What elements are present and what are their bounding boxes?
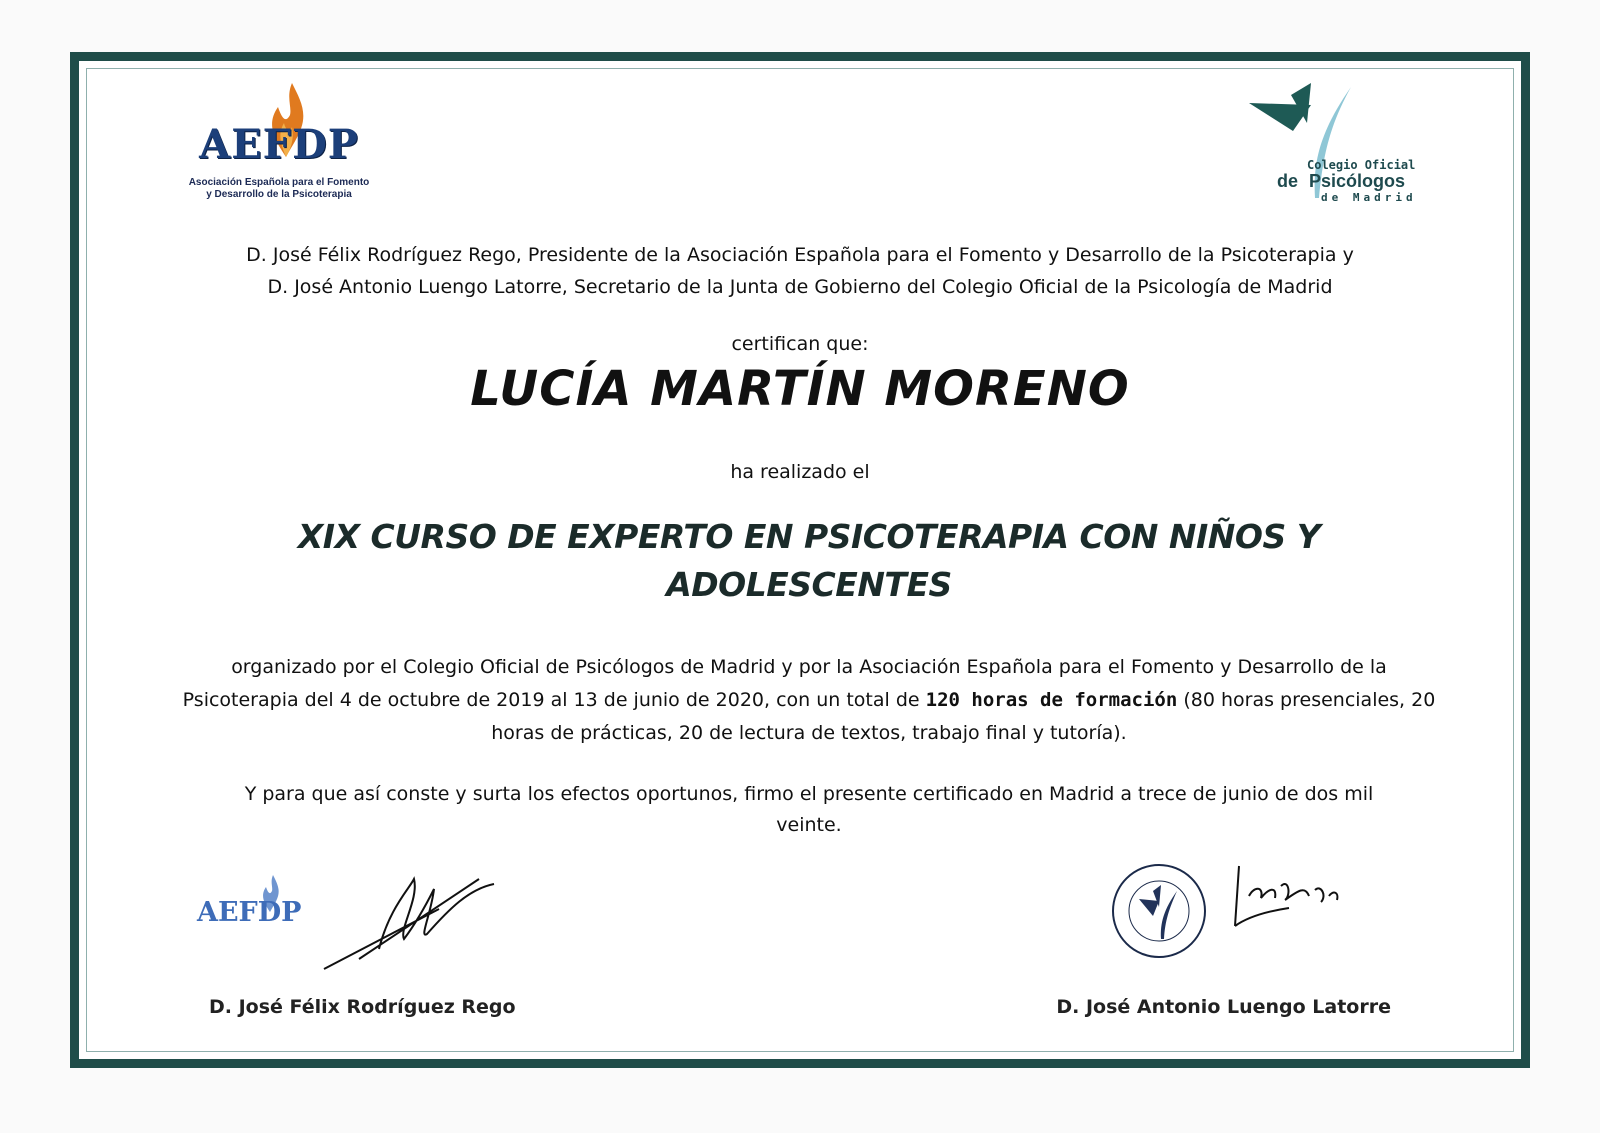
- recipient-name: LUCÍA MARTÍN MORENO: [470, 361, 1130, 417]
- realizado-text: ha realizado el: [730, 461, 870, 483]
- certificate-frame: [70, 52, 1530, 1068]
- organizado-part2: (80 horas presenciales, 20 horas de prácticas, 20 de lectura de textos, trabajo final y tutoría).: [491, 689, 1436, 744]
- aefdp-subtitle-line1: Asociación Española para el Fomento: [188, 177, 370, 188]
- conste-paragraph: Y para que así conste y surta los efectos oportunos, firmo el presente certificado en Madrid a trece de junio de dos mil veinte.: [244, 783, 1374, 836]
- aefdp-subtitle: [179, 177, 379, 201]
- aefdp-small-wordmark: AEFDP: [197, 897, 302, 928]
- organizado-part1: organizado por el Colegio Oficial de Psicólogos de Madrid y por la Asociación Española para el Fomento y Desarrollo de la Psicoterapia del 4 de octubre de 2019 al 13 de junio de 2020, con un total de: [182, 656, 1387, 711]
- intro-line1: D. José Félix Rodríguez Rego, Presidente de la Asociación Española para el Fomento y Desarrollo de la Psicoterapia y: [246, 244, 1354, 266]
- cop-de: de: [1277, 171, 1299, 191]
- aefdp-logo: [179, 79, 379, 199]
- signatory-right-name: D. José Antonio Luengo Latorre: [1056, 996, 1391, 1018]
- intro-line2: D. José Antonio Luengo Latorre, Secretario de la Junta de Gobierno del Colegio Oficial de la Psicología de Madrid: [267, 276, 1333, 298]
- course-title-line1: XIX CURSO DE EXPERTO EN PSICOTERAPIA CON NIÑOS Y: [297, 517, 1321, 556]
- aefdp-wordmark: AEFDP: [199, 121, 359, 168]
- colegio-psicologos-logo: [1249, 83, 1439, 208]
- intro-paragraph: [79, 239, 1521, 303]
- certifican-text: certifican que:: [731, 333, 869, 355]
- cop-line1: Colegio Oficial: [1307, 158, 1416, 172]
- course-title-line2: ADOLESCENTES: [666, 565, 952, 604]
- hours-total: 120 horas de formación: [925, 689, 1178, 711]
- aefdp-subtitle-line2: y Desarrollo de la Psicoterapia: [206, 189, 352, 200]
- signatory-left-name: D. José Félix Rodríguez Rego: [209, 996, 516, 1018]
- cop-line2: Psicólogos: [1309, 171, 1406, 191]
- colegio-seal: [1109, 861, 1209, 961]
- signature-left: [319, 869, 499, 979]
- signature-right: [1229, 856, 1359, 936]
- course-title: [199, 513, 1419, 609]
- organizado-paragraph: [174, 651, 1444, 750]
- cop-line3: de Madrid: [1321, 191, 1417, 204]
